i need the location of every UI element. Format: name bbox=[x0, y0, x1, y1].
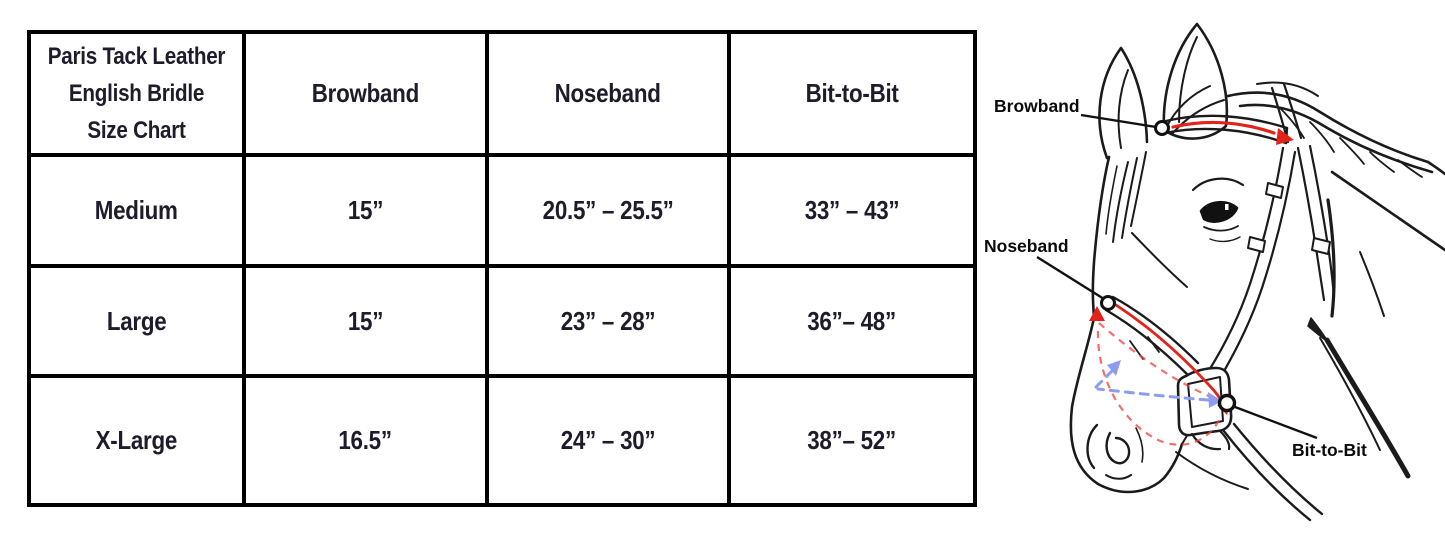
horse-bridle-diagram bbox=[980, 0, 1445, 534]
table-header-row bbox=[29, 32, 975, 155]
bridle-size-table bbox=[27, 30, 977, 507]
cell-bit-to-bit: 33” – 43” bbox=[729, 155, 975, 266]
row-size-label: Medium bbox=[29, 155, 244, 266]
cell-bit-to-bit: 36”– 48” bbox=[729, 266, 975, 376]
table-row bbox=[29, 266, 975, 376]
horse-nostril bbox=[1088, 425, 1143, 479]
noseband-marker bbox=[1102, 297, 1115, 310]
table-title-line: Paris Tack Leather bbox=[47, 43, 226, 70]
table-title-line: Size Chart bbox=[87, 117, 186, 144]
cell-noseband: 20.5” – 25.5” bbox=[487, 155, 729, 266]
cell-browband: 15” bbox=[244, 266, 487, 376]
horse-head-line-art bbox=[1071, 24, 1445, 520]
column-header-noseband: Noseband bbox=[487, 32, 729, 155]
table-row bbox=[29, 376, 975, 505]
row-size-label: X-Large bbox=[29, 376, 244, 505]
cheekpiece-strap bbox=[1208, 148, 1295, 378]
noseband-label: Noseband bbox=[984, 236, 1069, 256]
cell-bit-to-bit: 38”– 52” bbox=[729, 376, 975, 505]
table-title bbox=[29, 32, 244, 155]
cell-browband: 15” bbox=[244, 155, 487, 266]
cell-noseband: 24” – 30” bbox=[487, 376, 729, 505]
cell-browband: 16.5” bbox=[244, 376, 487, 505]
throatlatch-strap bbox=[1298, 146, 1334, 300]
reins bbox=[1223, 424, 1322, 520]
column-header-bit-to-bit: Bit-to-Bit bbox=[729, 32, 975, 155]
row-size-label: Large bbox=[29, 266, 244, 376]
bit-to-bit-label: Bit-to-Bit bbox=[1292, 440, 1367, 460]
table-title-line: English Bridle bbox=[68, 80, 205, 107]
table-row bbox=[29, 155, 975, 266]
column-header-browband: Browband bbox=[244, 32, 487, 155]
horse-eye bbox=[1201, 202, 1237, 221]
bit-to-bit-marker bbox=[1220, 396, 1235, 411]
cell-noseband: 23” – 28” bbox=[487, 266, 729, 376]
browband-marker bbox=[1156, 122, 1169, 135]
browband-label: Browband bbox=[994, 96, 1080, 116]
